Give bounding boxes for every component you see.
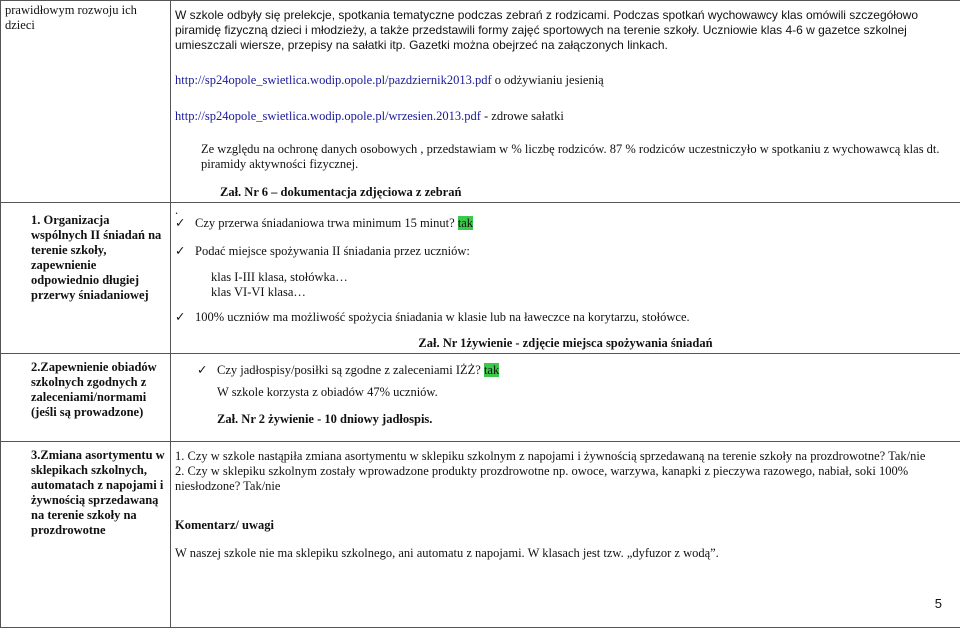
row3-content-cell — [171, 354, 960, 442]
gazette-link-september[interactable]: http://sp24opole_swietlica.wodip.opole.pl/wrzesien.2013.pdf — [175, 109, 481, 123]
row2-task-cell — [1, 203, 171, 354]
row1-parents-percent: Ze względu na ochronę danych osobowych , przedstawiam w % liczbę rodziców. 87 % rodziców uczestniczyło w spotkaniu z wychowawcą klas dt. piramidy aktywności fizycznej. — [175, 142, 956, 172]
row2-attachment: Zał. Nr 1żywienie - zdjęcie miejsca spożywania śniadań — [175, 336, 956, 351]
checkmark-icon: ✓ — [175, 215, 195, 230]
checkmark-icon: ✓ — [197, 362, 217, 377]
row1-paragraph: W szkole odbyły się prelekcje, spotkania tematyczne podczas zebrań z rodzicami. Podczas spotkań wychowawcy klas omówili szczegółowo piramidę fizyczną dzieci i młodzieży, a także przedstawili formy zajęć sportowych na terenie szkoły. Uczniowie klas 4-6 w gazetce szkolnej umieszczali wiersze, przepisy na sałatki itp. Gazetki można obejrzeć na załączonych linkach. — [175, 8, 956, 53]
row-parents-meetings — [1, 1, 960, 203]
row3-task-cell — [1, 354, 171, 442]
row4-task-text: 3.Zmiana asortymentu w sklepikach szkolnych, automatach z napojami i żywnością sprzedawaną na terenie szkoły na prozdrowotne — [31, 448, 165, 537]
row3-q1-text: Czy jadłospisy/posiłki są zgodne z zaleceniami IŻŻ? — [217, 363, 481, 377]
row2-place-1: klas I-III klasa, stołówka… — [175, 270, 956, 285]
row2-dot: . — [175, 205, 956, 215]
row4-content-cell — [171, 442, 960, 628]
checkmark-icon: ✓ — [175, 243, 195, 258]
row2-q1-answer: tak — [458, 216, 473, 230]
gazette-link-october-desc: o odżywianiu jesienią — [492, 73, 604, 87]
row1-content-cell — [171, 1, 960, 203]
gazette-link-september-desc: - zdrowe sałatki — [481, 109, 564, 123]
row4-task-cell — [1, 442, 171, 628]
row-school-lunch — [1, 354, 960, 442]
row-shop-assortment — [1, 442, 960, 628]
row2-task-text: 1. Organizacja wspólnych II śniadań na terenie szkoły, zapewnienie odpowiednio długiej przerwy śniadaniowej — [31, 213, 161, 302]
row3-q1-answer: tak — [484, 363, 499, 377]
row2-question-break — [175, 215, 956, 231]
row2-place-2: klas VI-VI klasa… — [175, 285, 956, 300]
row1-attachment: Zał. Nr 6 – dokumentacja zdjęciowa z zebrań — [175, 185, 956, 200]
gazette-link-october[interactable]: http://sp24opole_swietlica.wodip.opole.pl/pazdziernik2013.pdf — [175, 73, 492, 87]
row3-lunch-percent: W szkole korzysta z obiadów 47% uczniów. — [197, 385, 956, 400]
row4-comment-label: Komentarz/ uwagi — [175, 518, 956, 533]
row2-q2-text: Podać miejsce spożywania II śniadania przez uczniów: — [195, 244, 470, 258]
row1-task-cell — [1, 1, 171, 203]
row2-question-place — [175, 243, 956, 259]
row4-comment: W naszej szkole nie ma sklepiku szkolnego, ani automatu z napojami. W klasach jest tzw. „dyfuzor z wodą”. — [175, 546, 956, 561]
row3-task-text: 2.Zapewnienie obiadów szkolnych zgodnych z zaleceniami/normami (jeśli są prowadzone) — [31, 360, 157, 419]
row1-link2-line — [175, 109, 956, 124]
page-number: 5 — [935, 596, 942, 611]
row-second-breakfast — [1, 203, 960, 354]
row2-q1-text: Czy przerwa śniadaniowa trwa minimum 15 minut? — [195, 216, 455, 230]
row2-q3-text: 100% uczniów ma możliwość spożycia śniadania w klasie lub na ławeczce na korytarzu, stołówce. — [195, 310, 690, 324]
row4-question-2: 2. Czy w sklepiku szkolnym zostały wprowadzone produkty prozdrowotne np. owoce, warzywa, kanapki z pieczywa razowego, nabiał, soki 100% niesłodzone? Tak/nie — [175, 464, 956, 494]
row1-link1-line — [175, 73, 956, 88]
row1-task-text: prawidłowym rozwoju ich dzieci — [5, 3, 137, 32]
row2-question-percent — [175, 309, 956, 325]
row2-content-cell — [171, 203, 960, 354]
row3-question — [197, 362, 956, 378]
row3-attachment: Zał. Nr 2 żywienie - 10 dniowy jadłospis. — [197, 412, 956, 427]
row4-question-1: 1. Czy w szkole nastąpiła zmiana asortymentu w sklepiku szkolnym z napojami i żywnością sprzedawaną na terenie szkoły na prozdrowotne? Tak/nie — [175, 449, 956, 464]
checkmark-icon: ✓ — [175, 309, 195, 324]
